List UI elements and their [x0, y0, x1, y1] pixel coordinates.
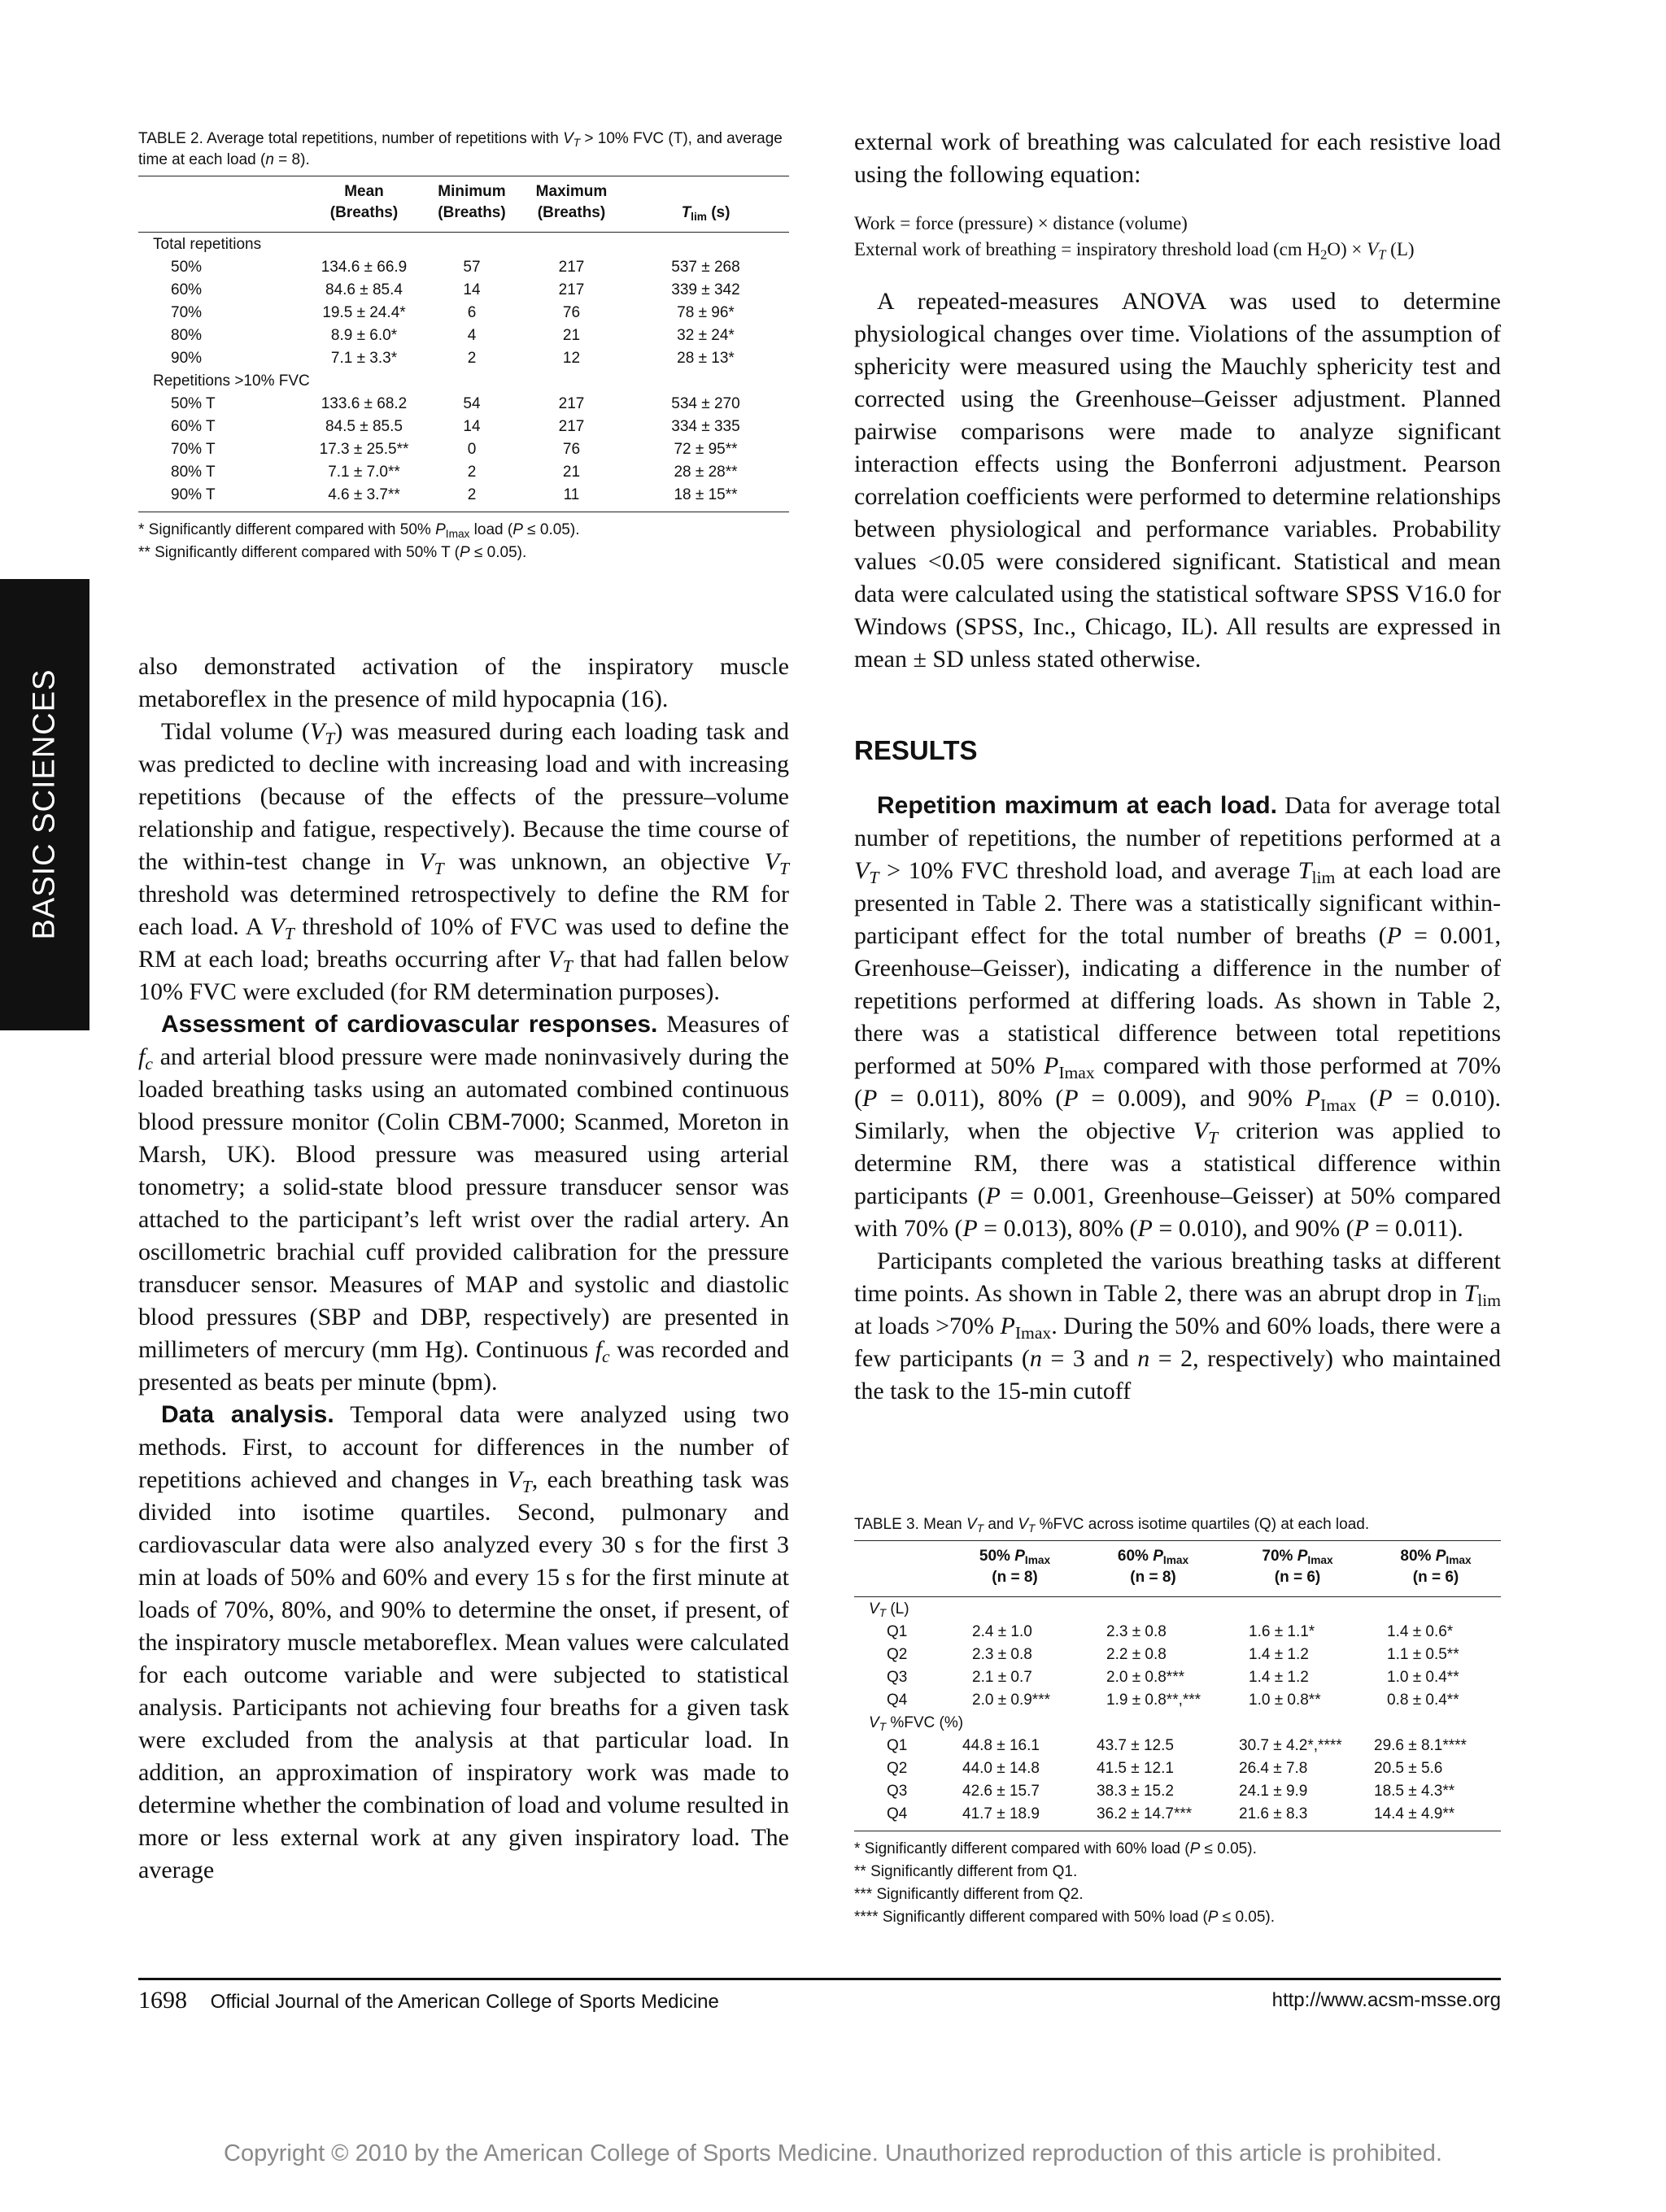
paragraph-anova: A repeated-measures ANOVA was used to determine physiological changes over time. Violations of the assumption of sphericity were measured using the Mauchly sphericity test and corrected using the Greenhouse–Geisser adjustment. Planned pairwise comparisons were made to analyze significant interaction effects using the Bonferroni adjustment. Pearson correlation coefficients were performed to determine relationships between physiological and performance variables. Probability values <0.05 were considered significant. Statistical and mean data were calculated using the statistical software SPSS V16.0 for Windows (SPSS, Inc., Chicago, IL). All results are expressed in mean ± SD unless stated otherwise. [854, 288, 1501, 673]
heading-results: RESULTS [854, 735, 978, 765]
equation-block [854, 211, 1501, 263]
page-footer [138, 1984, 1501, 2017]
equation-line-1: Work = force (pressure) × distance (volume) [854, 213, 1188, 233]
table-row: 50% 134.6 ± 66.9 57 217 537 ± 268 [171, 259, 740, 276]
table-2-notes [138, 519, 789, 564]
table-row: Q1 44.8 ± 16.1 43.7 ± 12.5 30.7 ± 4.2*,**** 29.6 ± 8.1**** [887, 1737, 1467, 1754]
table-2-note-2: ** Significantly different compared with 50% T (P ≤ 0.05). [138, 544, 527, 561]
table-row: 70% T 17.3 ± 25.5** 0 76 72 ± 95** [171, 441, 738, 458]
table-2-note-1: * Significantly different compared with 50% $P_{Imax}$ load (P ≤ 0.05). [138, 521, 580, 540]
table-3-col-label [854, 1541, 948, 1595]
table-row: 60% 84.6 ± 85.4 14 217 339 ± 342 [171, 281, 740, 298]
table-3-col-70: 70% $P_{Imax}$ (n = 6) [1262, 1548, 1333, 1586]
table-row: 70% 19.5 ± 24.4* 6 76 78 ± 96* [171, 304, 735, 321]
footer-divider [138, 1978, 1501, 1980]
heading-data-analysis: Data analysis. [161, 1401, 334, 1428]
copyright-notice: Copyright © 2010 by the American College of Sports Medicine. Unauthorized reproduction of this article is prohibited. [224, 2140, 1442, 2166]
table-3-section-vt: $V_T$ (L) [869, 1600, 909, 1619]
paragraph-data-analysis: Data analysis. Temporal data were analyzed using two methods. First, to account for differences in the number of repetitions achieved and changes in $V_T$, each breathing task was divided into isotime quartiles. Second, pulmonary and cardiovascular data were also analyzed every 30 s for the first 3 min at loads of 50% and 60% and every 15 s for the first minute at loads of 70%, 80%, and 90% to determine the onset, if present, of the inspiratory muscle metaboreflex. Mean values were calculated for each outcome variable and were subjected to statistical analysis. Participants not achieving four breaths for a given task were excluded from the analysis at that particular load. In addition, an approximation of inspiratory work was made to determine whether the combination of load and volume resulted in more or less external work at any given inspiratory load. The average [138, 1401, 789, 1883]
table-2-caption: TABLE 2. Average total repetitions, number of repetitions with $V_T > 10\%$ FVC (T), and average time at each load (n = 8). [138, 130, 783, 168]
table-3 [854, 1514, 1501, 1929]
table-3-col-50: 50% $P_{Imax}$ (n = 8) [979, 1548, 1051, 1586]
table-3-col-80: 80% $P_{Imax}$ (n = 6) [1400, 1548, 1472, 1586]
table-3-notes [854, 1838, 1501, 1929]
table-2-col-label [138, 176, 305, 230]
table-3-col-60: 60% $P_{Imax}$ (n = 8) [1117, 1548, 1189, 1586]
table-row: Q4 2.0 ± 0.9*** 1.9 ± 0.8**,*** 1.0 ± 0.8** 0.8 ± 0.4** [887, 1692, 1459, 1709]
table-2-col-tlim: $T_{lim}$ (s) [681, 204, 731, 223]
table-2-col-min: Minimum (Breaths) [438, 183, 506, 221]
table-row: 80% 8.9 ± 6.0* 4 21 32 ± 24* [171, 327, 735, 344]
paragraph-cardiovascular: Assessment of cardiovascular responses. Measures of $f_c$ and arterial blood pressure were made noninvasively during the loaded breathing tasks using an automated combined continuous blood pressure monitor (Colin CBM-7000; Scanmed, Moreton in Marsh, UK). Blood pressure was measured using arterial tonometry; a solid-state blood pressure transducer sensor was attached to the participant’s left wrist over the radial artery. An oscillometric brachial cuff provided calibration for the pressure transducer sensor. Measures of MAP and systolic and diastolic blood pressures (SBP and DBP, respectively) are presented in millimeters of mercury (mm Hg). Continuous $f_c$ was recorded and presented as beats per minute (bpm). [138, 1011, 790, 1396]
heading-repetition-maximum: Repetition maximum at each load. [877, 792, 1277, 819]
table-row: 80% T 7.1 ± 7.0** 2 21 28 ± 28** [171, 464, 738, 481]
equation-line-2: External work of breathing = inspiratory threshold load (cm $H_2O) \times V_T$ (L) [854, 239, 1415, 263]
table-3-note-2: ** Significantly different from Q1. [854, 1863, 1078, 1880]
paragraph-external-work: external work of breathing was calculated for each resistive load using the following equation: [854, 128, 1501, 188]
heading-cardiovascular: Assessment of cardiovascular responses. [161, 1011, 658, 1038]
table-2 [138, 128, 789, 564]
table-2-section-fvc: Repetitions >10% FVC [153, 372, 310, 390]
table-row: Q2 44.0 ± 14.8 41.5 ± 12.1 26.4 ± 7.8 20.5 ± 5.6 [887, 1760, 1443, 1777]
table-row: Q3 42.6 ± 15.7 38.3 ± 15.2 24.1 ± 9.9 18.5 ± 4.3** [887, 1783, 1455, 1800]
table-2-section-total: Total repetitions [153, 236, 262, 253]
table-3-note-4: **** Significantly different compared with 50% load (P ≤ 0.05). [854, 1909, 1276, 1926]
table-row: 90% T 4.6 ± 3.7** 2 11 18 ± 15** [171, 486, 738, 503]
table-row: Q4 41.7 ± 18.9 36.2 ± 14.7*** 21.6 ± 8.3 14.4 ± 4.9** [887, 1805, 1455, 1822]
table-row: 50% T 133.6 ± 68.2 54 217 534 ± 270 [171, 395, 740, 412]
table-3-note-3: *** Significantly different from Q2. [854, 1886, 1084, 1903]
paragraph-repetition-maximum: Repetition maximum at each load. Data for average total number of repetitions, the number of repetitions performed at a $V_T > 10\%$ FVC threshold load, and average $T_{lim}$ at each load are presented in Table 2. There was a statistically significant within-participant effect for the total number of breaths (P = 0.001, Greenhouse–Geisser), indicating a difference in the number of repetitions performed at differing loads. As shown in Table 2, there was a statistical difference between total repetitions performed at 50% $P_{Imax}$ compared with those performed at 70% (P = 0.011), 80% (P = 0.009), and 90% $P_{Imax}$ (P = 0.010). Similarly, when the objective $V_T$ criterion was applied to determine RM, there was a statistical difference within participants (P = 0.001, Greenhouse–Geisser) at 50% compared with 70% (P = 0.013), 80% (P = 0.010), and 90% (P = 0.011). [854, 792, 1502, 1242]
sidebar-label: BASIC SCIENCES [27, 668, 62, 940]
section-sidebar [0, 579, 89, 1030]
journal-url[interactable]: http://www.acsm-msse.org [1271, 1989, 1501, 2011]
table-2-col-mean: Mean (Breaths) [329, 183, 399, 221]
left-column-text [138, 651, 789, 1887]
table-3-caption: TABLE 3. Mean $V_T$ and $V_T$ %FVC across isotime quartiles (Q) at each load. [854, 1516, 1370, 1535]
table-row: 90% 7.1 ± 3.3* 2 12 28 ± 13* [171, 350, 735, 367]
table-3-section-fvc: $V_T$ %FVC (%) [869, 1714, 964, 1733]
table-3-note-1: * Significantly different compared with 60% load (P ≤ 0.05). [854, 1840, 1257, 1857]
paragraph-time-points: Participants completed the various breathing tasks at different time points. As shown in Table 2, there was an abrupt drop in $T_{lim}$ at loads >70% $P_{Imax}$. During the 50% and 60% loads, there were a few participants (n = 3 and n = 2, respectively) who maintained the task to the 15-min cutoff [854, 1248, 1502, 1404]
right-column-text [854, 126, 1501, 1408]
table-3-grid [854, 1541, 1501, 1826]
table-row: 60% T 84.5 ± 85.5 14 217 334 ± 335 [171, 418, 740, 435]
table-row: Q2 2.3 ± 0.8 2.2 ± 0.8 1.4 ± 1.2 1.1 ± 0.5** [887, 1646, 1459, 1663]
table-2-grid [138, 176, 789, 507]
table-2-col-max: Maximum (Breaths) [535, 183, 608, 221]
paragraph-tidal-volume: Tidal volume $(V_T)$ was measured during each loading task and was predicted to decline with increasing load and with increasing repetitions (because of the effects of the pressure–volume relationship and fatigue, respectively). Because the time course of the within-test change in $V_T$ was unknown, an objective $V_T$ threshold was determined retrospectively to define the RM for each load. A $V_T$ threshold of 10% of FVC was used to define the RM at each load; breaths occurring after $V_T$ that had fallen below 10% FVC were excluded (for RM determination purposes). [138, 718, 789, 1005]
journal-name: Official Journal of the American College of Sports Medicine [210, 1991, 719, 2013]
paragraph-metaboreflex: also demonstrated activation of the inspiratory muscle metaboreflex in the presence of mild hypocapnia (16). [138, 653, 789, 712]
page-number: 1698 [138, 1987, 187, 2014]
table-row: Q1 2.4 ± 1.0 2.3 ± 0.8 1.6 ± 1.1* 1.4 ± 0.6* [887, 1623, 1454, 1640]
table-row: Q3 2.1 ± 0.7 2.0 ± 0.8*** 1.4 ± 1.2 1.0 ± 0.4** [887, 1669, 1459, 1686]
